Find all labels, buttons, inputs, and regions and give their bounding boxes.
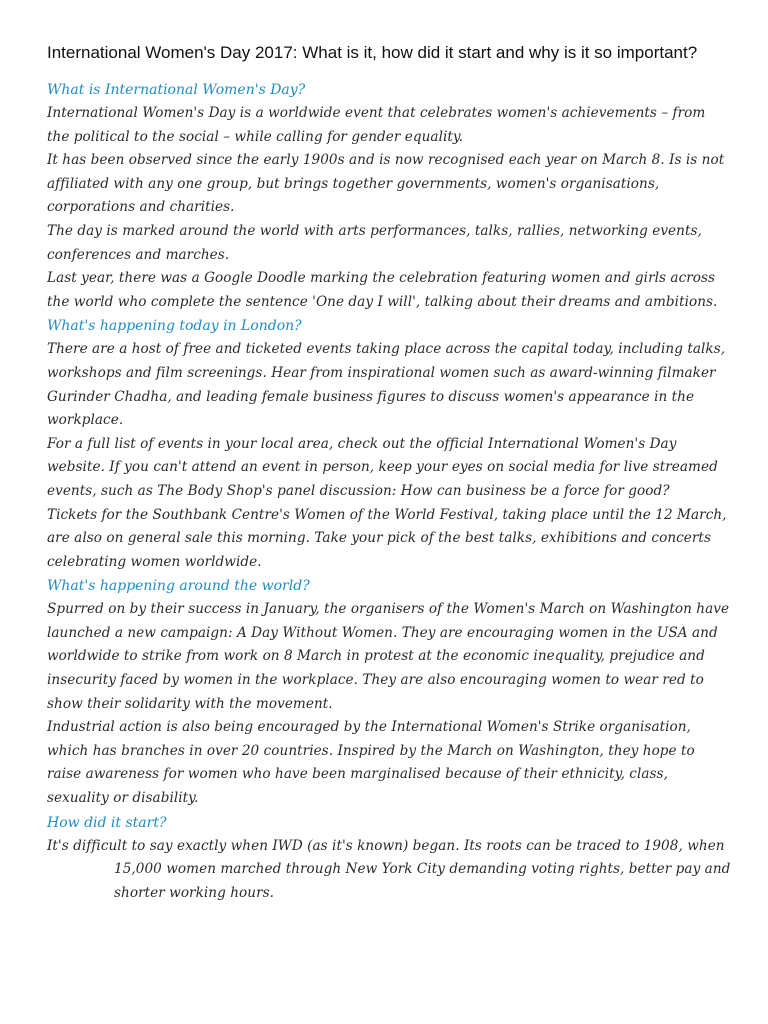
section-heading-london: What's happening today in London? bbox=[47, 318, 302, 335]
paragraph: It's difficult to say exactly when IWD (as it's known) began. Its roots can be traced to 1908, when 15,000 women marched through New York City demanding voting rights, better pay and shorter working hours. bbox=[47, 837, 731, 901]
section-heading-world: What's happening around the world? bbox=[47, 578, 310, 595]
paragraph: Last year, there was a Google Doodle marking the celebration featuring women and girls across the world who complete the sentence 'One day I will', talking about their dreams and ambitions. bbox=[47, 270, 718, 310]
paragraph: The day is marked around the world with arts performances, talks, rallies, networking events, conferences and marches. bbox=[47, 222, 702, 263]
paragraph: It has been observed since the early 1900s and is now recognised each year on March 8. Is is not affiliated with any one group, but brings together governments, women's organisations, corporations and charities. bbox=[47, 152, 725, 216]
paragraph: Industrial action is also being encouraged by the International Women's Strike organisation, which has branches in over 20 countries. Inspired by the March on Washington, they hope to raise awareness for women who have been marginalised because of their ethnicity, class, sexuality or disability. bbox=[47, 719, 695, 807]
paragraph: For a full list of events in your local area, check out the official International Women's Day website. If you can't attend an event in person, keep your eyes on social media for live streamed events, such as The Body Shop's panel discussion: How can business be a force for good? bbox=[47, 435, 718, 499]
paragraph: There are a host of free and ticketed events taking place across the capital today, including talks, workshops and film screenings. Hear from inspirational women such as award-winning filmaker Gurinder Chadha, and leading female business figures to discuss women's appearance in the workplace. bbox=[47, 341, 726, 429]
paragraph: International Women's Day is a worldwide event that celebrates women's achievements – from the political to the social – while calling for gender equality. bbox=[47, 105, 706, 145]
section-heading-how-did-it-start: How did it start? bbox=[47, 814, 167, 831]
paragraph: Tickets for the Southbank Centre's Women of the World Festival, taking place until the 12 March, are also on general sale this morning. Take your pick of the best talks, exhibitions and concerts celebrating women worldwide. bbox=[47, 506, 727, 570]
article-title: International Women's Day 2017: What is it, how did it start and why is it so important? bbox=[47, 43, 698, 62]
section-heading-what-is-iwd: What is International Women's Day? bbox=[47, 82, 306, 98]
paragraph: Spurred on by their success in January, the organisers of the Women's March on Washington have launched a new campaign: A Day Without Women. They are encouraging women in the USA and worldwide to strike from work on 8 March in protest at the economic inequality, prejudice and insecurity faced by women in the workplace. They are also encouraging women to wear red to show their solidarity with the movement. bbox=[47, 601, 730, 712]
